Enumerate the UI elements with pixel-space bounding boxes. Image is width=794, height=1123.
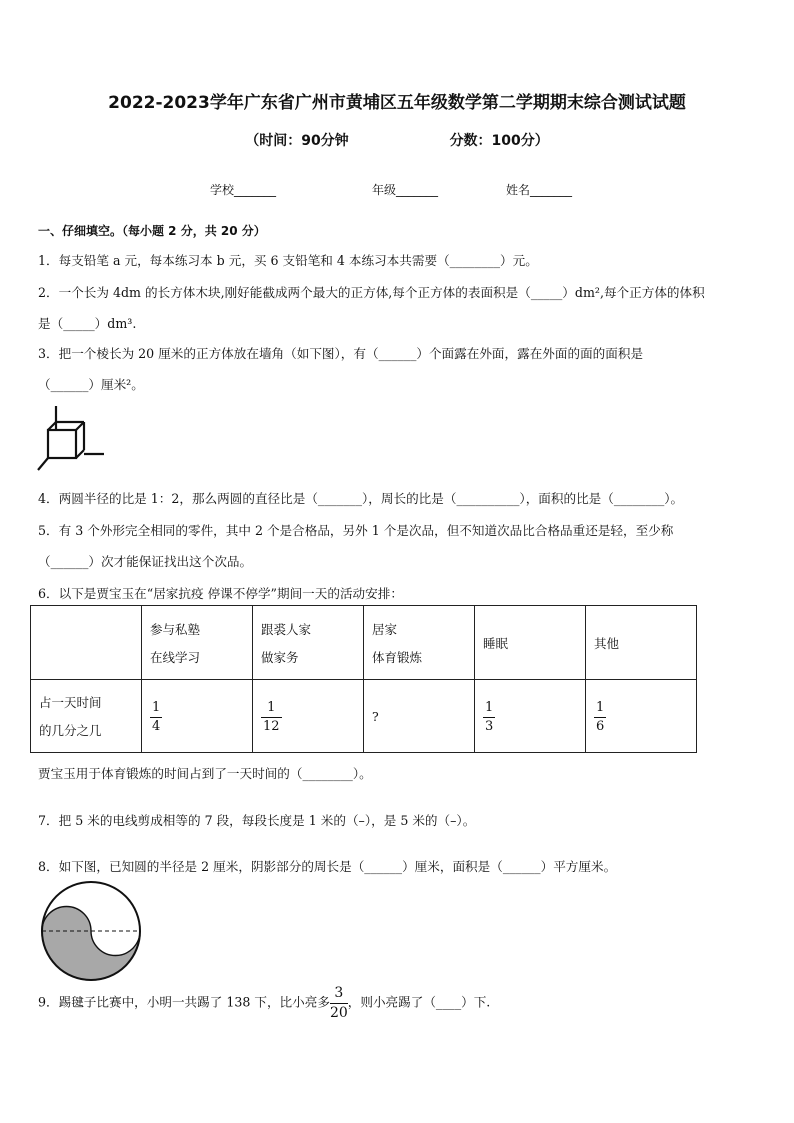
header-line: 居家 [372,621,398,637]
header-line: 跟裘人家 [261,621,312,637]
row-label-line: 占一天时间 [39,695,102,710]
header-line: 做家务 [261,649,299,665]
table-corner-cell [31,606,142,680]
section-title: 一、仔细填空。（每小题 2 分，共 20 分） [38,224,266,238]
table-cell [253,680,364,753]
table-header-cell [364,606,475,680]
question-7: 7．把 5 米的电线剪成相等的 7 段，每段长度是 1 米的（–），是 5 米的（–）。 [38,813,476,828]
table-cell [364,680,475,753]
activity-table [30,605,697,753]
fraction [483,701,495,733]
row-label-line: 的几分之几 [39,723,102,738]
table-header-cell [586,606,697,680]
table-header-row [31,606,697,680]
fraction-denominator: 20 [329,1004,348,1021]
header-line: 睡眠 [483,635,509,651]
fraction [150,701,162,733]
question-2-line2: 是（_____）dm³. [38,316,137,331]
question-2-line1: 2．一个长为 4dm 的长方体木块,刚好能截成两个最大的正方体,每个正方体的表面积是（_____）dm²,每个正方体的体积 [38,285,705,300]
table-cell [142,680,253,753]
table-header-cell [475,606,586,680]
header-line: 参与私塾 [150,621,201,637]
question-9-text: 9．踢毽子比赛中，小明一共踢了 138 下，比小亮多 [38,994,330,1010]
question-9 [38,986,490,1020]
fraction-denominator: 4 [152,718,161,734]
page-title: 2022-2023学年广东省广州市黄埔区五年级数学第二学期期末综合测试试题 [108,93,686,113]
school-field[interactable]: 学校_______ [210,183,277,197]
question-3-line2: （______）厘米²。 [38,377,144,392]
fraction-denominator: 6 [596,718,605,734]
fraction-numerator: 1 [485,699,494,715]
question-1: 1．每支铅笔 a 元，每本练习本 b 元，买 6 支铅笔和 4 本练习本共需要（________）元。 [38,253,538,268]
header-line: 其他 [594,635,620,651]
table-header-cell [253,606,364,680]
table-header-cell [142,606,253,680]
name-field[interactable]: 姓名_______ [506,183,573,197]
table-cell [586,680,697,753]
fraction-numerator: 1 [152,699,161,715]
exam-score: 分数：100分） [449,133,549,149]
question-4: 4．两圆半径的比是 1：2，那么两圆的直径比是（_______），周长的比是（__________），面积的比是（________）。 [38,491,684,506]
question-6-answer: 贾宝玉用于体育锻炼的时间占到了一天时间的（________）。 [38,766,372,781]
question-5-line1: 5．有 3 个外形完全相同的零件，其中 2 个是合格品，另外 1 个是次品，但不知道次品比合格品重还是轻，至少称 [38,523,674,538]
question-5-line2: （______）次才能保证找出这个次品。 [38,554,253,569]
yin-yang-circle-figure [36,881,144,981]
exam-meta [0,130,794,150]
fraction [594,701,606,733]
header-line: 体育锻炼 [372,649,423,665]
fraction [261,701,282,733]
question-9-text-end: ，则小亮踢了（____）下. [347,994,491,1010]
exam-time: （时间：90分钟 [245,133,349,149]
fraction-numerator: 1 [267,699,276,715]
table-cell [475,680,586,753]
question-6-intro: 6．以下是贾宝玉在“居家抗疫 停课不停学”期间一天的活动安排： [38,586,403,601]
header-line: 在线学习 [150,649,201,665]
unknown-value: ? [372,708,379,724]
fraction-numerator: 3 [334,985,344,1001]
grade-field[interactable]: 年级_______ [372,183,439,197]
question-3-line1: 3．把一个棱长为 20 厘米的正方体放在墙角（如下图），有（______）个面露在外面，露在外面的面的面积是 [38,346,644,361]
corner-cube-figure [36,404,106,472]
row-label-cell [31,680,142,753]
fraction-numerator: 1 [596,699,605,715]
fraction-denominator: 12 [263,718,280,734]
table-row [31,680,697,753]
fraction [330,986,348,1020]
fraction-denominator: 3 [485,718,494,734]
question-8: 8．如下图，已知圆的半径是 2 厘米，阴影部分的周长是（______）厘米，面积是（______）平方厘米。 [38,859,617,874]
